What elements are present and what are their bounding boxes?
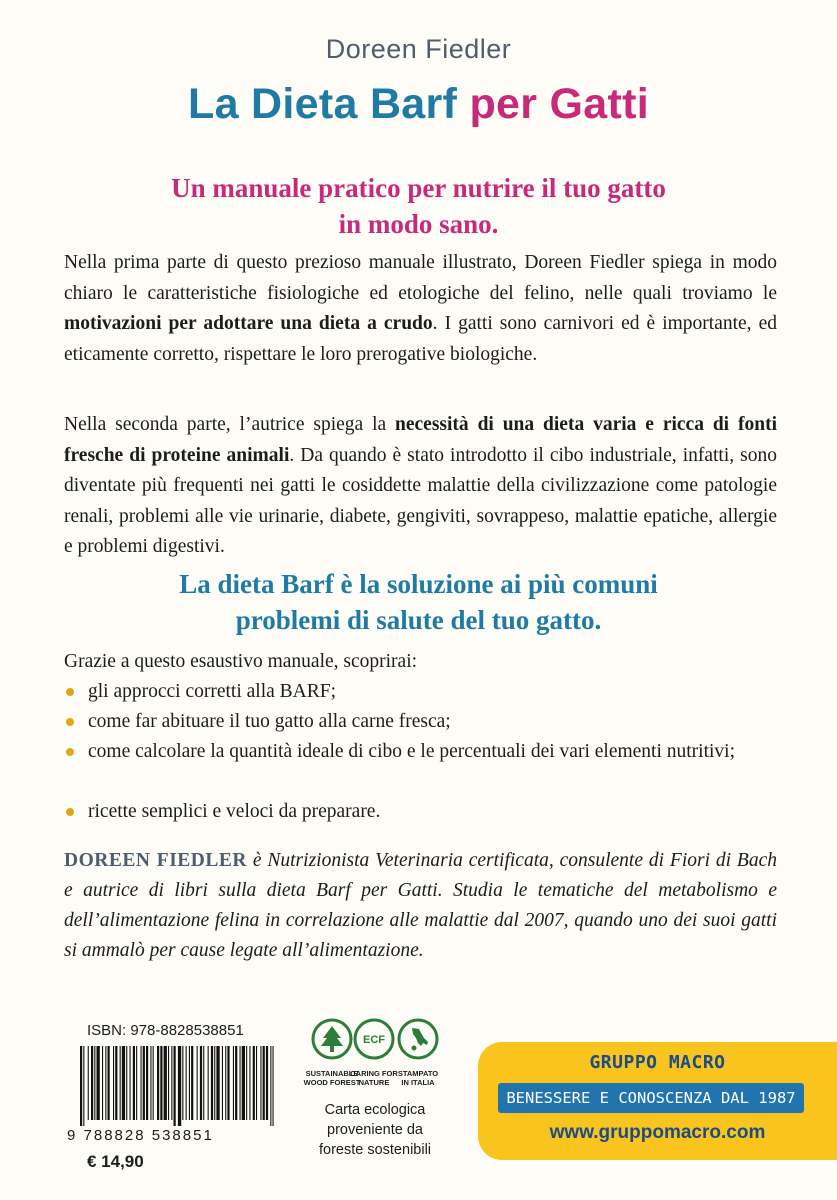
cert-label-line-1: STAMPATO: [397, 1069, 439, 1078]
barcode-bar: [174, 1046, 176, 1126]
barcode-bar: [233, 1046, 234, 1120]
cert-label-line-2: NATURE: [358, 1078, 390, 1087]
barcode-bar: [200, 1046, 202, 1120]
list-item: [64, 677, 777, 707]
barcode-bar: [235, 1046, 237, 1120]
eco-line-1: Carta ecologica: [324, 1102, 426, 1118]
barcode-bar: [222, 1046, 223, 1120]
barcode-bar: [130, 1046, 131, 1120]
barcode-bar: [88, 1046, 89, 1120]
barcode-bar: [91, 1046, 93, 1120]
highlight-heading: [40, 566, 797, 638]
italy-icon: [397, 1018, 439, 1060]
paragraph-1: [64, 248, 777, 370]
paragraph-2: [64, 410, 777, 563]
cert-label-line-2: WOOD FOREST: [303, 1078, 361, 1087]
list-item-text: gli approcci corretti alla BARF;: [88, 681, 337, 702]
tagline: [40, 170, 797, 242]
paragraph-2-bold: necessità di una dieta varia e ricca di fonti fresche di proteine animali: [64, 414, 777, 466]
list-intro: Grazie a questo esaustivo manuale, scoprirai:: [64, 651, 418, 672]
eco-line-3: foreste sostenibili: [318, 1142, 432, 1158]
publisher-banner: [478, 1042, 837, 1160]
publisher-tagline: BENESSERE E CONOSCENZA DAL 1987: [498, 1083, 804, 1113]
title-part-pink: per Gatti: [469, 80, 649, 128]
barcode-bar: [253, 1046, 255, 1120]
barcode-bar: [189, 1046, 190, 1120]
bullet-dot-icon: [66, 748, 74, 756]
barcode-bar: [249, 1046, 250, 1120]
barcode-bar: [143, 1046, 145, 1120]
barcode-bar: [178, 1046, 181, 1126]
barcode-bar: [191, 1046, 193, 1120]
barcode-bar: [164, 1046, 167, 1120]
paragraph-2-text-end: . Da quando è stato introdotto il cibo industriale, infatti, sono diventate più frequenti nei gatti le cosiddette malattie della civilizzazione come patologie renali, problemi alle vie urinarie, diabete, gengiviti, sovrappeso, malattie epatiche, allergie e problemi digestivi.: [64, 444, 778, 557]
barcode-bar: [211, 1046, 213, 1120]
bullet-dot-icon: [66, 808, 74, 816]
barcode-bar: [214, 1046, 215, 1120]
list-item-text: come calcolare la quantità ideale di cibo e le percentuali dei vari elementi nutritivi;: [88, 741, 736, 762]
barcode-bar: [120, 1046, 121, 1120]
list-item-text: ricette semplici e veloci da preparare.: [88, 801, 381, 822]
barcode-bar: [97, 1046, 100, 1120]
cert-label-line-1: SUSTAINABLE: [305, 1069, 359, 1078]
paragraph-2-text: Nella seconda parte, l’autrice spiega la: [64, 414, 396, 435]
author-name: Doreen Fiedler: [325, 34, 512, 64]
barcode-bar: [260, 1046, 261, 1120]
barcode-bar: [146, 1046, 148, 1120]
price: € 14,90: [87, 1152, 144, 1171]
barcode-bar: [83, 1046, 84, 1126]
ecf-badge-text: ECF: [363, 1034, 385, 1046]
barcode-bar: [141, 1046, 142, 1120]
tagline-line-2: in modo sano.: [338, 209, 499, 239]
barcode-bar: [208, 1046, 209, 1120]
barcode-bar: [160, 1046, 162, 1120]
barcode-bar: [216, 1046, 219, 1120]
publisher-name: GRUPPO MACRO: [589, 1052, 726, 1073]
barcode-bar: [240, 1046, 241, 1120]
barcode-bar: [182, 1046, 183, 1120]
paragraph-1-bold: motivazioni per adottare una dieta a crudo: [64, 313, 433, 334]
barcode-bar: [126, 1046, 127, 1120]
barcode-bar: [266, 1046, 268, 1120]
cert-made-in-italy: [382, 1018, 454, 1087]
barcode-bar: [136, 1046, 137, 1120]
cert-label-line-1: CARING FOR: [350, 1069, 398, 1078]
barcode-bar: [113, 1046, 114, 1120]
barcode-bar: [168, 1046, 169, 1120]
paragraph-1-text-end: . I gatti sono carnivori ed è importante, ed eticamente corretto, rispettare le loro prerogative biologiche.: [64, 313, 777, 365]
barcode-bar: [80, 1046, 82, 1126]
barcode-bar: [273, 1046, 274, 1126]
barcode-bar: [115, 1046, 117, 1120]
barcode-bar: [203, 1046, 204, 1120]
barcode-bar: [102, 1046, 103, 1120]
barcode-bar: [171, 1046, 172, 1120]
barcode-bar: [122, 1046, 125, 1120]
barcode-bar: [133, 1046, 135, 1120]
barcode-bar: [225, 1046, 226, 1120]
tagline-line-1: Un manuale pratico per nutrire il tuo gatto: [171, 173, 666, 203]
barcode-icon: [78, 1046, 276, 1126]
barcode-bar: [186, 1046, 187, 1120]
highlight-line-1: La dieta Barf è la soluzione ai più comuni: [179, 569, 658, 599]
barcode-bar: [153, 1046, 154, 1120]
barcode-bar: [197, 1046, 198, 1120]
bio-author-name: DOREEN FIEDLER: [64, 850, 247, 871]
list-item: [64, 797, 777, 827]
list-item: [64, 707, 777, 737]
author-bio: [64, 846, 777, 966]
barcode-bar: [94, 1046, 95, 1120]
bullet-dot-icon: [66, 718, 74, 726]
barcode-bar: [270, 1046, 271, 1126]
book-title: [0, 80, 837, 129]
isbn-label: ISBN: 978-8828538851: [87, 1022, 244, 1039]
title-part-blue: La Dieta Barf: [188, 80, 458, 128]
barcode-bar: [242, 1046, 245, 1120]
cert-label-line-2: IN ITALIA: [401, 1078, 435, 1087]
list-item: [64, 737, 777, 767]
bullet-dot-icon: [66, 688, 74, 696]
publisher-url[interactable]: www.gruppomacro.com: [549, 1122, 766, 1143]
eco-paper-note: [300, 1100, 450, 1160]
highlight-line-2: problemi di salute del tuo gatto.: [235, 605, 602, 635]
list-item-text: come far abituare il tuo gatto alla carne fresca;: [88, 711, 451, 732]
barcode-bar: [256, 1046, 257, 1120]
barcode-bar: [108, 1046, 110, 1120]
bio-text: è Nutrizionista Veterinaria certificata, consulente di Fiori di Bach e autrice di libri sulla dieta Barf per Gatti. Studia le tematiche del metabolismo e dell’alimentazione felina in correlazione alle malattie dal 2007, quando uno dei suoi gatti si ammalò per cause legate all’alimentazione.: [64, 850, 777, 961]
paragraph-1-text: Nella prima parte di questo prezioso manuale illustrato, Doreen Fiedler spiega in modo chiaro le caratteristiche fisiologiche ed etologiche del felino, nelle quali troviamo le: [64, 252, 777, 304]
cert-label: [382, 1069, 454, 1087]
eco-line-2: proveniente da: [327, 1122, 423, 1138]
barcode-bar: [105, 1046, 106, 1120]
barcode-digits: 9 788828 538851: [67, 1127, 214, 1144]
barcode-bar: [227, 1046, 229, 1120]
barcode-bar: [157, 1046, 159, 1120]
barcode-bar: [150, 1046, 151, 1120]
barcode-bar: [246, 1046, 247, 1120]
barcode-bar: [263, 1046, 265, 1120]
